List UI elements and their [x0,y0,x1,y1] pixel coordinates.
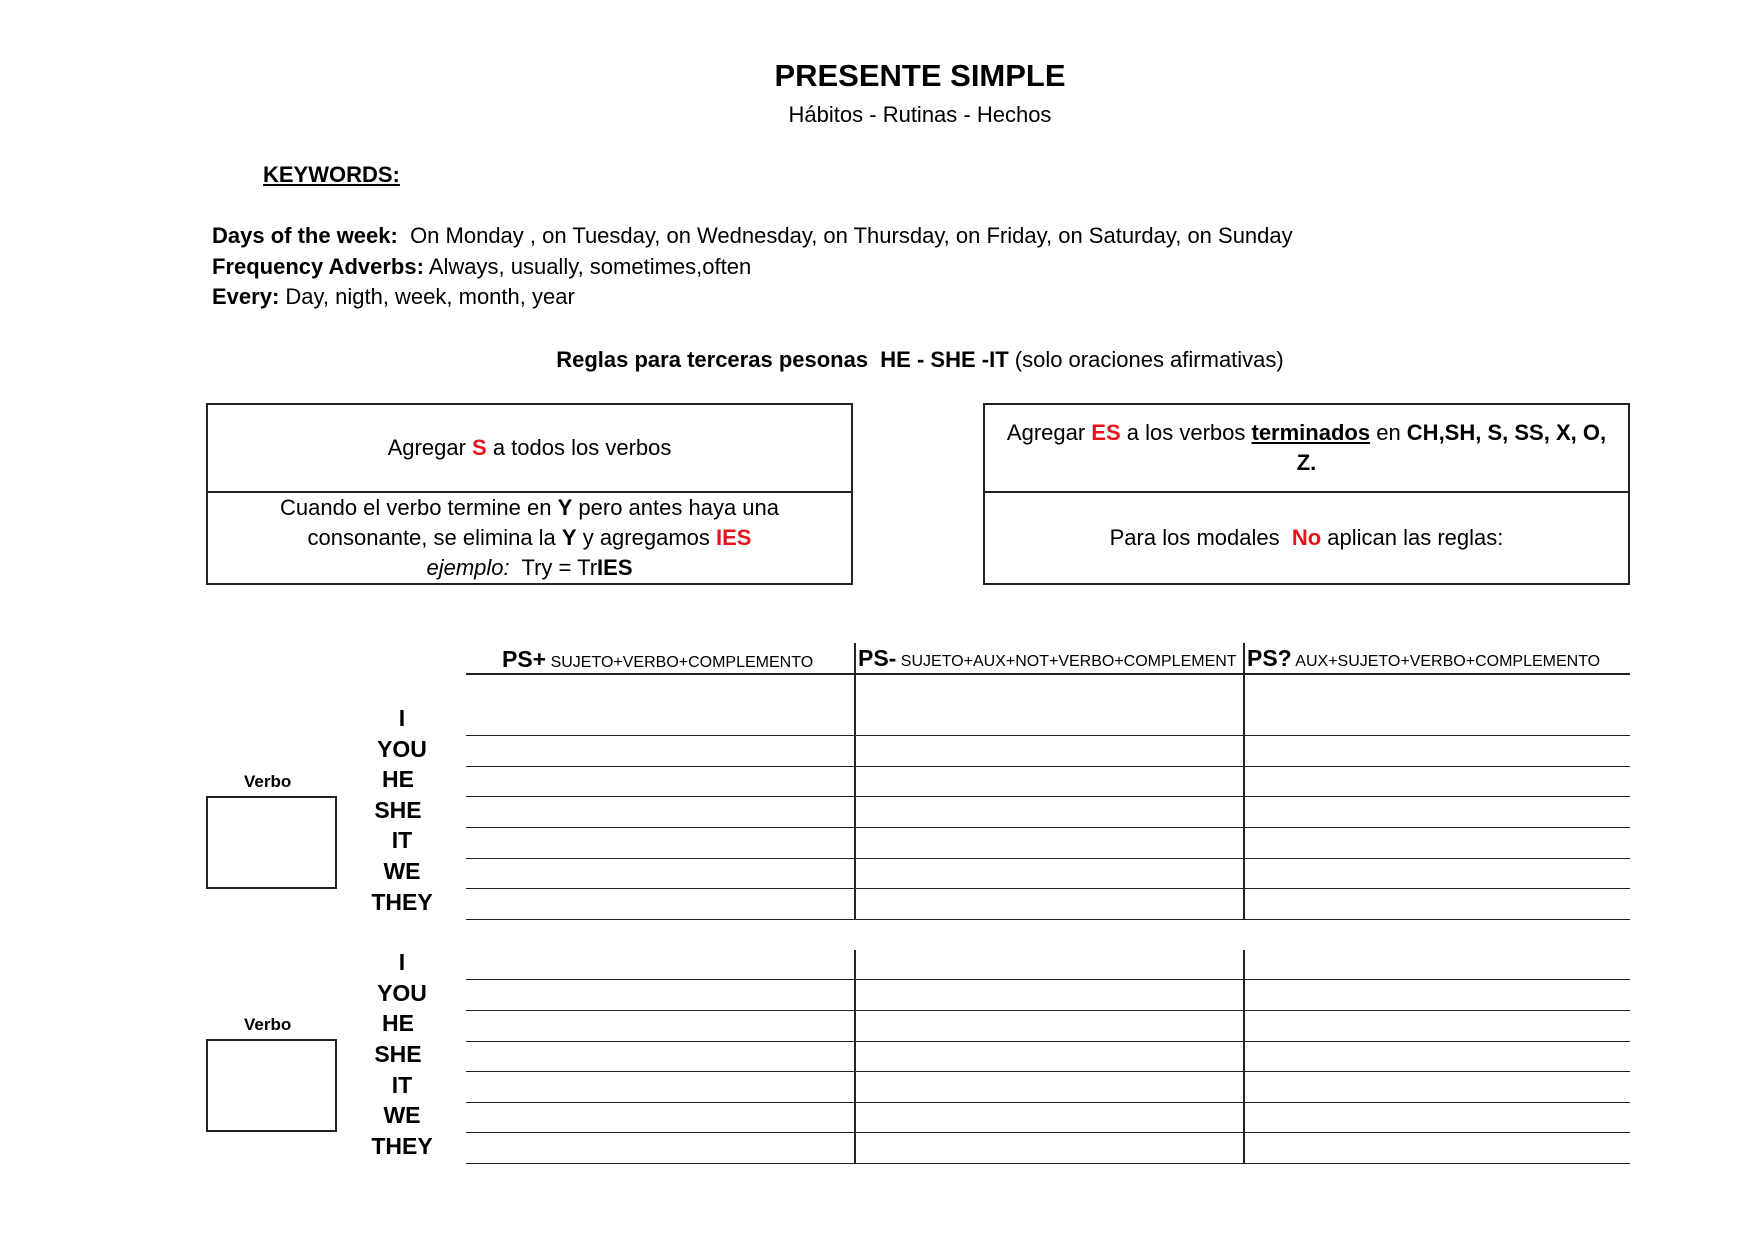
row-line [466,888,1630,889]
row-line [466,979,1630,980]
pronoun-he: HE [382,1010,414,1036]
header-ps-negative [858,645,1237,672]
page-subtitle: Hábitos - Rutinas - Hechos [788,102,1052,127]
row-line [466,1132,1630,1133]
rules-heading-bold: Reglas para terceras pesonas HE - SHE -IT [556,347,1009,372]
rule-add-s [208,405,851,493]
row-line [466,919,1630,920]
rule-text: aplican las reglas: [1321,525,1504,550]
freq-value: Always, usually, sometimes,often [423,254,752,279]
row-line [466,1102,1630,1103]
column-divider [1243,643,1245,920]
rule-bold: Y [561,525,577,550]
row-line [466,858,1630,859]
pronoun-i: I [398,949,406,975]
rule-red-ies: IES [716,525,752,550]
rule-text: Agregar [1006,420,1092,445]
pronoun-she: SHE [374,1041,422,1067]
rule-text: y agregamos [576,525,716,550]
verbo-label: Verbo [244,1015,292,1034]
verbo-label: Verbo [244,772,292,791]
rule-text: Try = Tr [509,555,598,580]
rule-y-ies [208,493,851,583]
days-label: Days of the week: [212,223,398,248]
pronoun-we: WE [383,858,421,884]
row-line [466,766,1630,767]
pronoun-i: I [398,705,406,731]
rule-text: a los verbos [1120,420,1252,445]
header-ps-question [1247,645,1600,672]
page-title: PRESENTE SIMPLE [774,58,1066,93]
pronoun-we: WE [383,1102,421,1128]
verbo-input-box[interactable] [206,1039,337,1132]
days-value: On Monday , on Tuesday, on Wednesday, on Thursday, on Friday, on Saturday, on Sunday [397,223,1293,248]
pronoun-it: IT [391,1072,413,1098]
row-line [466,1163,1630,1164]
rule-red-no: No [1291,525,1322,550]
rule-text: pero antes haya una [572,495,780,520]
rule-red-es: ES [1091,420,1121,445]
pronoun-she: SHE [374,797,422,823]
row-line [466,796,1630,797]
rules-heading [0,347,1755,373]
rule-add-es [985,405,1628,493]
header-ps-positive [502,646,813,673]
pronoun-it: IT [391,827,413,853]
rule-modals [985,493,1628,583]
every-value: Day, nigth, week, month, year [279,284,575,309]
rule-text: en [1370,420,1407,445]
rule-red-s: S [472,435,487,460]
rule-text: a todos los verbos [486,435,672,460]
every-label: Every: [212,284,280,309]
pronoun-they: THEY [371,889,433,915]
header-formula: SUJETO+VERBO+COMPLEMENTO [546,654,814,671]
rule-underline: terminados [1251,420,1371,445]
header-formula: AUX+SUJETO+VERBO+COMPLEMENTO [1291,653,1601,670]
row-line [466,827,1630,828]
pronoun-you: YOU [377,980,427,1006]
header-formula: SUJETO+AUX+NOT+VERBO+COMPLEMENT [896,653,1237,670]
rule-bold: IES [597,555,633,580]
rules-box-left [206,403,853,585]
keywords-days [212,223,1293,249]
keywords-every [212,284,575,310]
header-rule [466,673,1630,675]
rules-heading-note: (solo oraciones afirmativas) [1008,347,1284,372]
rule-text: Cuando el verbo termine en [279,495,558,520]
example-label: ejemplo: [426,555,510,580]
freq-label: Frequency Adverbs: [212,254,424,279]
header-bold: PS? [1247,645,1292,671]
pronoun-he: HE [382,766,414,792]
rule-endings: CH,SH, S, SS, X, O, Z. [1296,420,1607,475]
header-bold: PS+ [502,646,547,672]
row-line [466,735,1630,736]
pronoun-you: YOU [377,736,427,762]
row-line [466,1071,1630,1072]
verbo-input-box[interactable] [206,796,337,889]
row-line [466,1010,1630,1011]
rule-text: Para los modales [1109,525,1292,550]
rules-box-right [983,403,1630,585]
keywords-heading: KEYWORDS: [263,162,400,187]
rule-text: consonante, se elimina la [307,525,562,550]
header-bold: PS- [858,645,897,671]
rule-bold: Y [557,495,573,520]
row-line [466,1041,1630,1042]
column-divider [854,643,856,920]
keywords-frequency [212,254,751,280]
rule-text: Agregar [387,435,473,460]
pronoun-they: THEY [371,1133,433,1159]
